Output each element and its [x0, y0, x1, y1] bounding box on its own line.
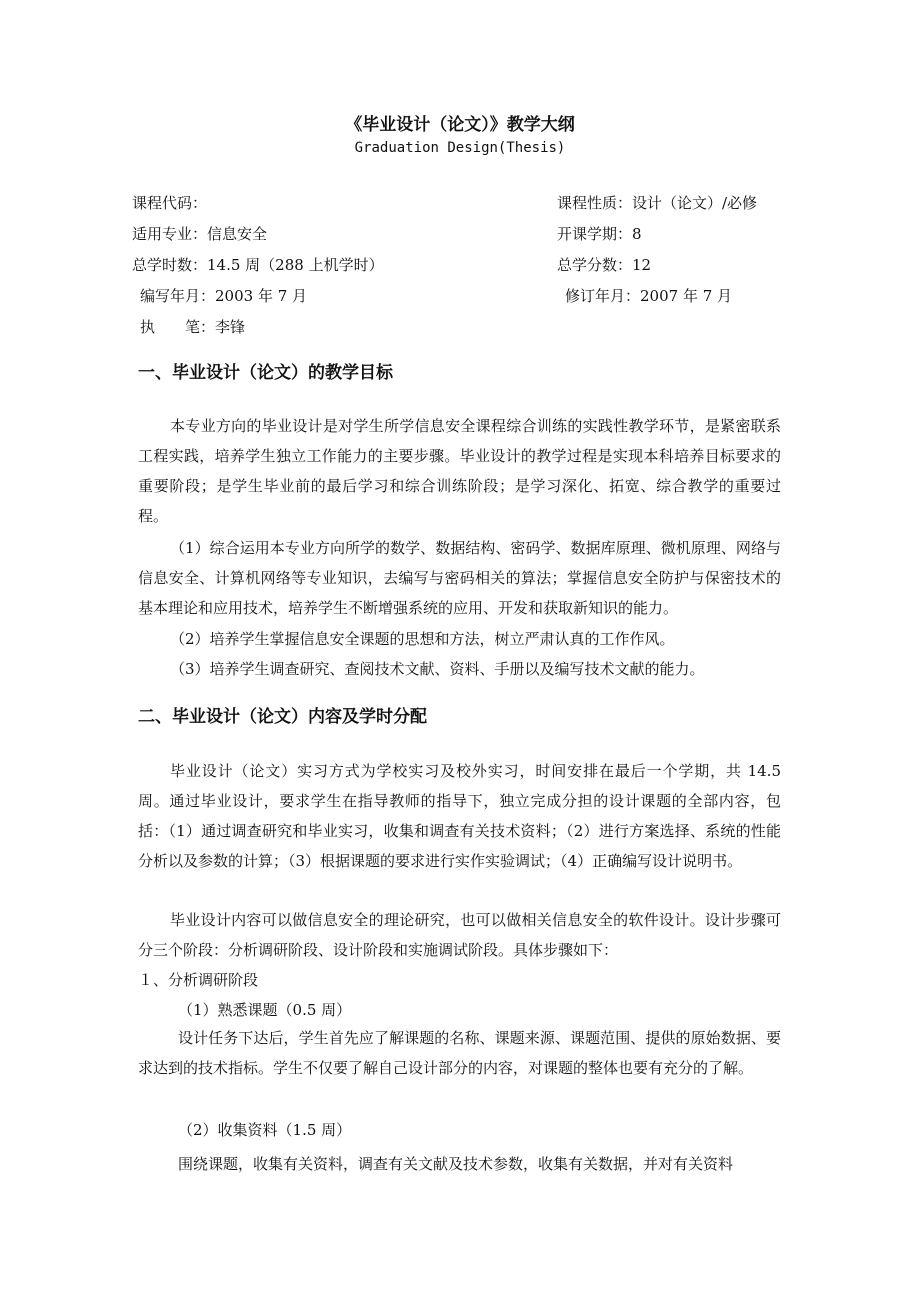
stage-1-title: １、分析调研阶段: [138, 971, 259, 989]
written-date: 编写年月：2003 年 7 月: [140, 287, 308, 305]
section-2-para-2: 毕业设计内容可以做信息安全的理论研究，也可以做相关信息安全的软件设计。设计步骤可分三个阶段：分析调研阶段、设计阶段和实施调试阶段。具体步骤如下：: [138, 911, 781, 959]
section-2-para-1: 毕业设计（论文）实习方式为学校实习及校外实习，时间安排在最后一个学期，共 14.5 周。通过毕业设计，要求学生在指导教师的指导下，独立完成分担的设计课题的全部内容，包括：（1）通过调查研究和毕业实习，收集和调查有关技术资料；（2）进行方案选择、系统的性能分析以及参数的计算；（3）根据课题的要求进行实作实验调试；（4）正确编写设计说明书。: [138, 762, 781, 870]
step-2-text: 围绕课题，收集有关资料，调查有关文献及技术参数，收集有关数据，并对有关资料: [178, 1155, 734, 1173]
applicable-major: 适用专业：信息安全: [132, 225, 268, 243]
course-code: 课程代码：: [132, 194, 208, 212]
section-2-heading: 二、毕业设计（论文）内容及学时分配: [138, 707, 427, 727]
revised-date: 修订年月：2007 年 7 月: [565, 287, 733, 305]
section-1-item-1: （1）综合运用本专业方向所学的数学、数据结构、密码学、数据库原理、微机原理、网络与信息安全、计算机网络等专业知识，去编写与密码相关的算法；掌握信息安全防护与保密技术的基本理论和应用技术，培养学生不断增强系统的应用、开发和获取新知识的能力。: [138, 539, 781, 617]
section-1-heading: 一、毕业设计（论文）的教学目标: [138, 363, 393, 383]
total-hours: 总学时数：14.5 周（288 上机学时）: [132, 256, 384, 274]
step-2-title: （2）收集资料（1.5 周）: [178, 1121, 352, 1139]
document-title: 《毕业设计（论文）》教学大纲: [345, 115, 575, 135]
step-1-title: （1）熟悉课题（0.5 周）: [178, 1001, 352, 1019]
document-subtitle: Graduation Design(Thesis): [354, 140, 566, 156]
section-1-item-3: （3）培养学生调查研究、查阅技术文献、资料、手册以及编写技术文献的能力。: [170, 660, 705, 678]
author: 执 笔：李锋: [140, 318, 246, 336]
course-nature: 课程性质：设计（论文）/必修: [557, 194, 758, 212]
semester: 开课学期：8: [557, 225, 642, 243]
step-1-text: 设计任务下达后，学生首先应了解课题的名称、课题来源、课题范围、提供的原始数据、要求达到的技术指标。学生不仅要了解自己设计部分的内容，对课题的整体也要有充分的了解。: [138, 1029, 781, 1077]
total-credits: 总学分数：12: [557, 256, 652, 274]
section-1-item-2: （2）培养学生掌握信息安全课题的思想和方法，树立严肃认真的工作作风。: [170, 630, 675, 648]
section-1-intro: 本专业方向的毕业设计是对学生所学信息安全课程综合训练的实践性教学环节，是紧密联系工程实践，培养学生独立工作能力的主要步骤。毕业设计的教学过程是实现本科培养目标要求的重要阶段；是学生毕业前的最后学习和综合训练阶段；是学习深化、拓宽、综合教学的重要过程。: [138, 417, 781, 525]
